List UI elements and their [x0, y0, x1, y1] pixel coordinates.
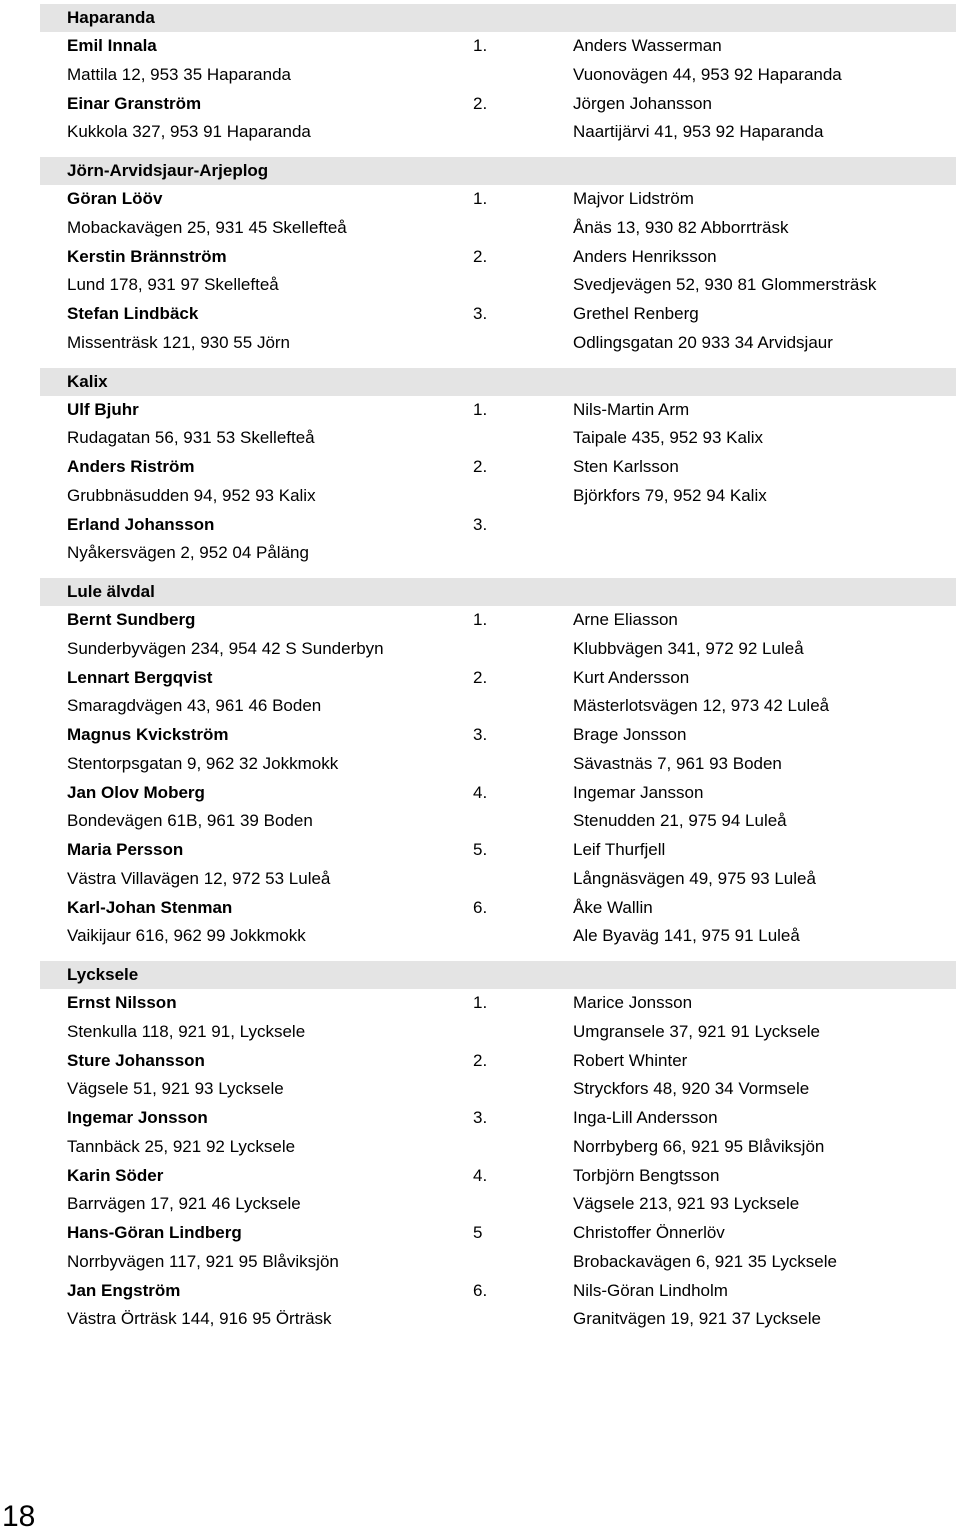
- deputy-address: Mästerlotsvägen 12, 973 42 Luleå: [573, 696, 830, 716]
- deputy-name: Leif Thurfjell: [573, 840, 666, 859]
- member-name: Jan Engström: [67, 1280, 181, 1300]
- deputy-number: 3.: [473, 1108, 488, 1127]
- member-address: Grubbnäsudden 94, 952 93 Kalix: [67, 485, 316, 505]
- member-name: Ernst Nilsson: [67, 993, 177, 1012]
- member-address: Nyåkersvägen 2, 952 04 Påläng: [67, 543, 309, 563]
- deputy-name: Sten Karlsson: [573, 457, 679, 476]
- deputy-number: 2.: [473, 1050, 488, 1070]
- member-name: Kerstin Brännström: [67, 246, 227, 266]
- entry-address-row: [40, 635, 956, 664]
- deputy-number: 4.: [473, 782, 488, 802]
- district-section: [40, 578, 956, 951]
- deputy-name: Inga-Lill Andersson: [573, 1108, 718, 1127]
- deputy-address: Klubbvägen 341, 972 92 Luleå: [573, 638, 804, 658]
- deputy-address: Svedjevägen 52, 930 81 Glommersträsk: [573, 275, 877, 295]
- entry-name-row: [40, 300, 956, 329]
- entry-name-row: [40, 1047, 956, 1076]
- deputy-name: Åke Wallin: [573, 897, 653, 917]
- deputy-address: Ale Byaväg 141, 975 91 Luleå: [573, 926, 800, 946]
- member-address: Stentorpsgatan 9, 962 32 Jokkmokk: [67, 753, 339, 773]
- entry-name-row: [40, 606, 956, 635]
- member-address: Vägsele 51, 921 93 Lycksele: [67, 1079, 284, 1099]
- member-name: Magnus Kvickström: [67, 725, 229, 744]
- member-address: Lund 178, 931 97 Skellefteå: [67, 275, 279, 295]
- deputy-address: Vuonovägen 44, 953 92 Haparanda: [573, 64, 842, 84]
- deputy-number: 1.: [473, 610, 488, 629]
- section-title: Lule älvdal: [40, 578, 956, 606]
- member-name: Maria Persson: [67, 840, 184, 859]
- entry-name-row: [40, 243, 956, 272]
- deputy-number: 6.: [473, 897, 488, 917]
- deputy-number: 2.: [473, 667, 488, 687]
- deputy-number: 5.: [473, 840, 488, 859]
- entry-address-row: [40, 807, 956, 836]
- section-title: Lycksele: [40, 961, 956, 989]
- district-section: [40, 368, 956, 569]
- member-address: Mattila 12, 953 35 Haparanda: [67, 64, 291, 84]
- member-address: Barrvägen 17, 921 46 Lycksele: [67, 1194, 301, 1214]
- member-address: Sunderbyvägen 234, 954 42 S Sunderbyn: [67, 638, 384, 658]
- deputy-address: Taipale 435, 952 93 Kalix: [573, 428, 763, 448]
- deputy-address: Odlingsgatan 20 933 34 Arvidsjaur: [573, 332, 833, 352]
- deputy-address: Vägsele 213, 921 93 Lycksele: [573, 1194, 800, 1214]
- deputy-address: Ånäs 13, 930 82 Abborrträsk: [573, 217, 789, 237]
- entry-name-row: [40, 1219, 956, 1248]
- member-name: Hans-Göran Lindberg: [67, 1223, 242, 1242]
- entry-address-row: [40, 118, 956, 147]
- deputy-address: Stryckfors 48, 920 34 Vormsele: [573, 1079, 810, 1099]
- deputy-number: 3.: [473, 725, 488, 744]
- entry-address-row: [40, 1190, 956, 1219]
- section-title: Jörn-Arvidsjaur-Arjeplog: [40, 157, 956, 185]
- entry-address-row: [40, 271, 956, 300]
- deputy-number: 2.: [473, 457, 488, 476]
- deputy-name: Marice Jonsson: [573, 993, 693, 1012]
- deputy-number: 3.: [473, 304, 488, 323]
- entry-name-row: [40, 1162, 956, 1191]
- entry-address-row: [40, 1018, 956, 1047]
- deputy-number: 2.: [473, 93, 488, 113]
- deputy-name: Brage Jonsson: [573, 725, 687, 744]
- entry-name-row: [40, 1104, 956, 1133]
- district-section: [40, 4, 956, 147]
- member-name: Erland Johansson: [67, 514, 215, 534]
- member-name: Bernt Sundberg: [67, 610, 196, 629]
- entry-name-row: [40, 664, 956, 693]
- member-address: Kukkola 327, 953 91 Haparanda: [67, 122, 311, 142]
- member-name: Göran Lööv: [67, 189, 163, 208]
- entry-address-row: [40, 1305, 956, 1334]
- entry-address-row: [40, 1075, 956, 1104]
- entry-address-row: [40, 424, 956, 453]
- entry-address-row: [40, 922, 956, 951]
- member-name: Ingemar Jonsson: [67, 1108, 208, 1127]
- member-name: Einar Granström: [67, 93, 202, 113]
- deputy-number: 1.: [473, 36, 488, 55]
- deputy-name: Jörgen Johansson: [573, 93, 712, 113]
- entry-name-row: [40, 185, 956, 214]
- member-name: Stefan Lindbäck: [67, 304, 199, 323]
- entry-address-row: [40, 329, 956, 358]
- member-name: Anders Riström: [67, 457, 195, 476]
- entry-name-row: [40, 32, 956, 61]
- member-name: Lennart Bergqvist: [67, 667, 213, 687]
- deputy-name: Arne Eliasson: [573, 610, 678, 629]
- deputy-number: 1.: [473, 399, 488, 419]
- entry-address-row: [40, 1248, 956, 1277]
- member-address: Västra Örträsk 144, 916 95 Örträsk: [67, 1309, 332, 1329]
- deputy-address: Naartijärvi 41, 953 92 Haparanda: [573, 122, 824, 142]
- deputy-address: Granitvägen 19, 921 37 Lycksele: [573, 1309, 821, 1329]
- deputy-number: 4.: [473, 1165, 488, 1185]
- deputy-number: 2.: [473, 246, 488, 266]
- deputy-name: Anders Henriksson: [573, 246, 717, 266]
- entry-address-row: [40, 482, 956, 511]
- member-address: Stenkulla 118, 921 91, Lycksele: [67, 1021, 306, 1041]
- entry-address-row: [40, 692, 956, 721]
- entry-name-row: [40, 511, 956, 540]
- member-name: Karl-Johan Stenman: [67, 897, 233, 917]
- deputy-name: Majvor Lidström: [573, 189, 694, 208]
- entry-address-row: [40, 750, 956, 779]
- member-name: Karin Söder: [67, 1165, 164, 1185]
- member-name: Sture Johansson: [67, 1050, 205, 1070]
- district-section: [40, 961, 956, 1334]
- member-address: Tannbäck 25, 921 92 Lycksele: [67, 1136, 296, 1156]
- deputy-number: 1.: [473, 993, 488, 1012]
- entry-name-row: [40, 894, 956, 923]
- document: [40, 4, 956, 1344]
- entry-name-row: [40, 396, 956, 425]
- deputy-name: Nils-Martin Arm: [573, 399, 690, 419]
- deputy-name: Robert Whinter: [573, 1050, 688, 1070]
- section-title: Kalix: [40, 368, 956, 396]
- deputy-number: 5: [473, 1223, 483, 1242]
- member-address: Bondevägen 61B, 961 39 Boden: [67, 811, 313, 831]
- entry-name-row: [40, 1277, 956, 1306]
- deputy-address: Sävastnäs 7, 961 93 Boden: [573, 753, 782, 773]
- deputy-address: Norrbyberg 66, 921 95 Blåviksjön: [573, 1136, 825, 1156]
- district-section: [40, 157, 956, 358]
- deputy-address: Björkfors 79, 952 94 Kalix: [573, 485, 767, 505]
- member-address: Västra Villavägen 12, 972 53 Luleå: [67, 868, 331, 888]
- deputy-name: Christoffer Önnerlöv: [573, 1223, 725, 1242]
- entry-name-row: [40, 90, 956, 119]
- deputy-name: Kurt Andersson: [573, 667, 690, 687]
- page-number: 18: [2, 1500, 36, 1533]
- entry-name-row: [40, 989, 956, 1018]
- deputy-address: Långnäsvägen 49, 975 93 Luleå: [573, 868, 816, 888]
- entry-name-row: [40, 453, 956, 482]
- entry-name-row: [40, 836, 956, 865]
- deputy-name: Nils-Göran Lindholm: [573, 1280, 728, 1300]
- deputy-number: 1.: [473, 189, 488, 208]
- deputy-number: 3.: [473, 514, 488, 534]
- entry-name-row: [40, 721, 956, 750]
- deputy-address: Brobackavägen 6, 921 35 Lycksele: [573, 1251, 837, 1271]
- member-name: Ulf Bjuhr: [67, 399, 139, 419]
- member-address: Rudagatan 56, 931 53 Skellefteå: [67, 428, 315, 448]
- deputy-address: Stenudden 21, 975 94 Luleå: [573, 811, 787, 831]
- deputy-name: Anders Wasserman: [573, 36, 722, 55]
- member-address: Norrbyvägen 117, 921 95 Blåviksjön: [67, 1251, 339, 1271]
- deputy-name: Torbjörn Bengtsson: [573, 1165, 720, 1185]
- entry-address-row: [40, 61, 956, 90]
- deputy-name: Ingemar Jansson: [573, 782, 704, 802]
- entry-name-row: [40, 779, 956, 808]
- member-address: Vaikijaur 616, 962 99 Jokkmokk: [67, 926, 306, 946]
- entry-address-row: [40, 1133, 956, 1162]
- member-name: Emil Innala: [67, 36, 157, 55]
- entry-address-row: [40, 865, 956, 894]
- deputy-address: Umgransele 37, 921 91 Lycksele: [573, 1021, 820, 1041]
- member-address: Smaragdvägen 43, 961 46 Boden: [67, 696, 322, 716]
- section-title: Haparanda: [40, 4, 956, 32]
- deputy-name: Grethel Renberg: [573, 304, 699, 323]
- entry-address-row: [40, 214, 956, 243]
- member-address: Missenträsk 121, 930 55 Jörn: [67, 332, 291, 352]
- member-address: Mobackavägen 25, 931 45 Skellefteå: [67, 217, 347, 237]
- deputy-number: 6.: [473, 1280, 488, 1300]
- entry-address-row: [40, 539, 956, 568]
- member-name: Jan Olov Moberg: [67, 782, 205, 802]
